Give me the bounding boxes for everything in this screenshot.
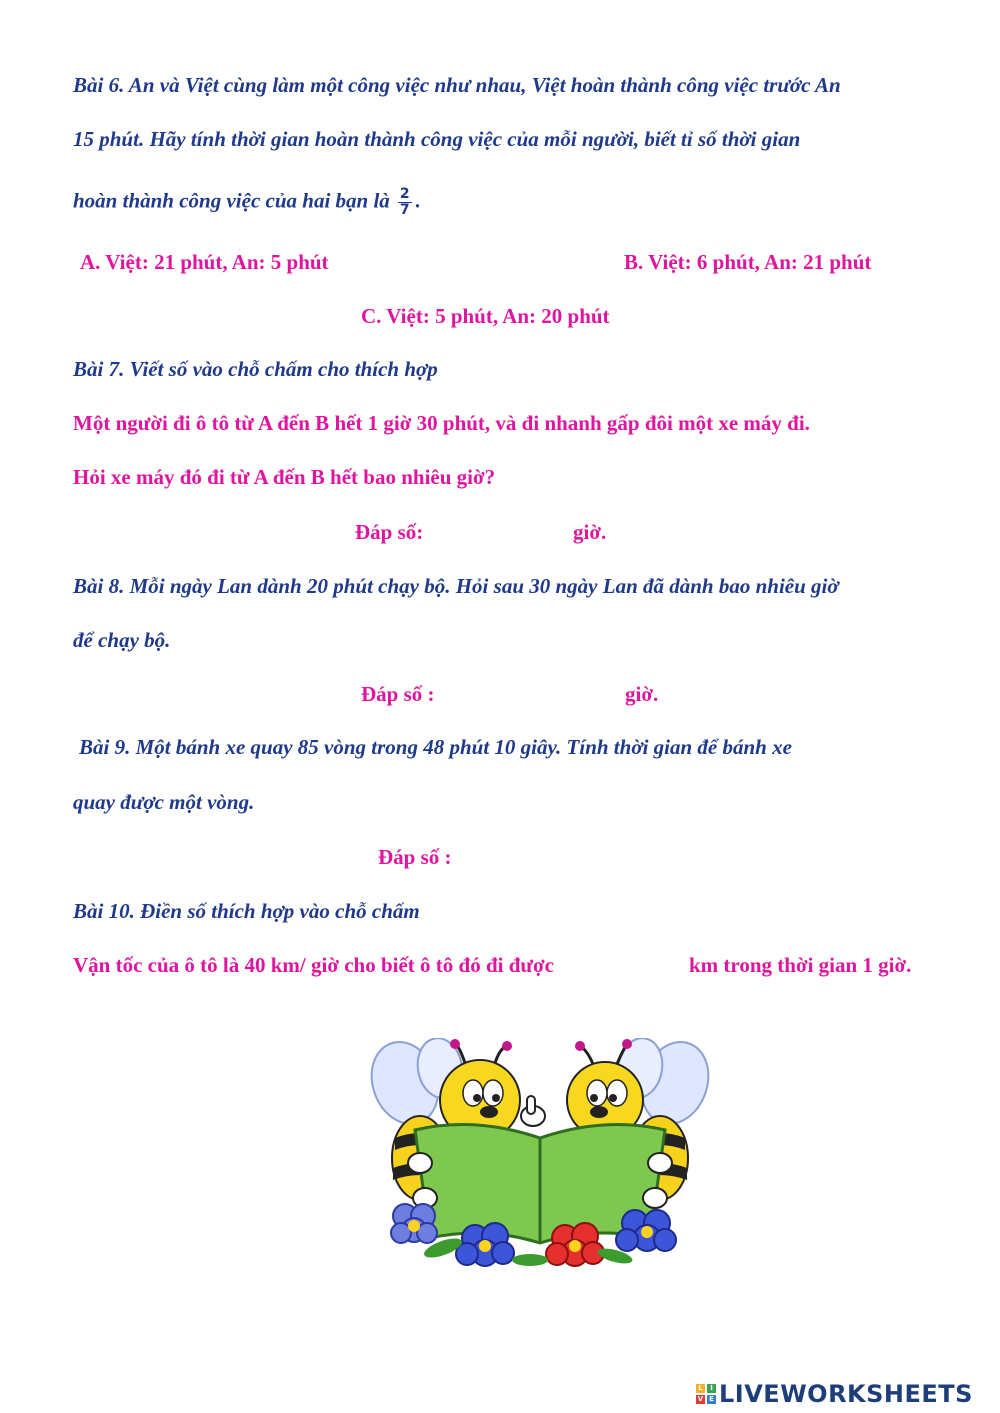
logo-letter-e: E [707,1395,716,1404]
fraction-numerator: 2 [399,186,410,202]
bai7-line-1: Một người đi ô tô từ A đến B hết 1 giờ 30 phút, và đi nhanh gấp đôi một xe máy đi. [73,411,810,435]
bai7-answer-unit: giờ. [573,520,607,544]
bai8-line-2: để chạy bộ. [73,628,171,652]
bai6-line-3-text: hoàn thành công việc của hai bạn là [73,188,390,213]
fraction-denominator: 7 [399,202,410,218]
liveworksheets-logo-text: LIVEWORKSHEETS [719,1380,973,1408]
bai8-answer-input[interactable] [450,678,610,708]
bai9-line-2: quay được một vòng. [73,790,255,814]
bai10-line-1b: km trong thời gian 1 giờ. [689,953,912,977]
liveworksheets-logo-icon [696,1384,716,1404]
bai6-line-3 [73,187,421,218]
bai8-line-1: Bài 8. Mỗi ngày Lan dành 20 phút chạy bộ. Hỏi sau 30 ngày Lan đã dành bao nhiêu giờ [73,574,839,598]
liveworksheets-logo [696,1378,973,1410]
option-b[interactable]: B. Việt: 6 phút, An: 21 phút [624,250,872,274]
bai9-line-1: Bài 9. Một bánh xe quay 85 vòng trong 48 phút 10 giây. Tính thời gian để bánh xe [79,735,792,759]
bai8-answer-unit: giờ. [625,682,659,706]
fraction [398,187,412,218]
bees-reading-book-illustration [365,1038,715,1278]
bai8-answer-label: Đáp số : [361,682,435,706]
logo-letter-v: V [697,1395,704,1403]
bai6-line-2: 15 phút. Hãy tính thời gian hoàn thành công việc của mỗi người, biết tỉ số thời gian [73,127,801,151]
option-a[interactable]: A. Việt: 21 phút, An: 5 phút [80,250,329,274]
bai9-answer-input[interactable] [470,841,670,871]
bai6-line-1: Bài 6. An và Việt cùng làm một công việc như nhau, Việt hoàn thành công việc trước An [73,73,841,97]
option-c[interactable]: C. Việt: 5 phút, An: 20 phút [361,304,610,328]
bai7-title: Bài 7. Viết số vào chỗ chấm cho thích hợp [73,357,438,381]
bai10-line-1a: Vận tốc của ô tô là 40 km/ giờ cho biết ô tô đó đi được [73,953,554,977]
bai10-title: Bài 10. Điền số thích hợp vào chỗ chấm [73,899,420,923]
logo-letter-l: L [696,1384,705,1393]
bai7-answer-input[interactable] [440,516,560,546]
bai10-answer-input[interactable] [618,949,682,979]
logo-letter-i: I [707,1384,716,1393]
bai6-line-3-end: . [415,188,421,213]
bai7-answer-label: Đáp số: [355,520,424,544]
bai9-answer-label: Đáp số : [378,845,452,869]
bai7-line-2: Hỏi xe máy đó đi từ A đến B hết bao nhiêu giờ? [73,465,496,489]
